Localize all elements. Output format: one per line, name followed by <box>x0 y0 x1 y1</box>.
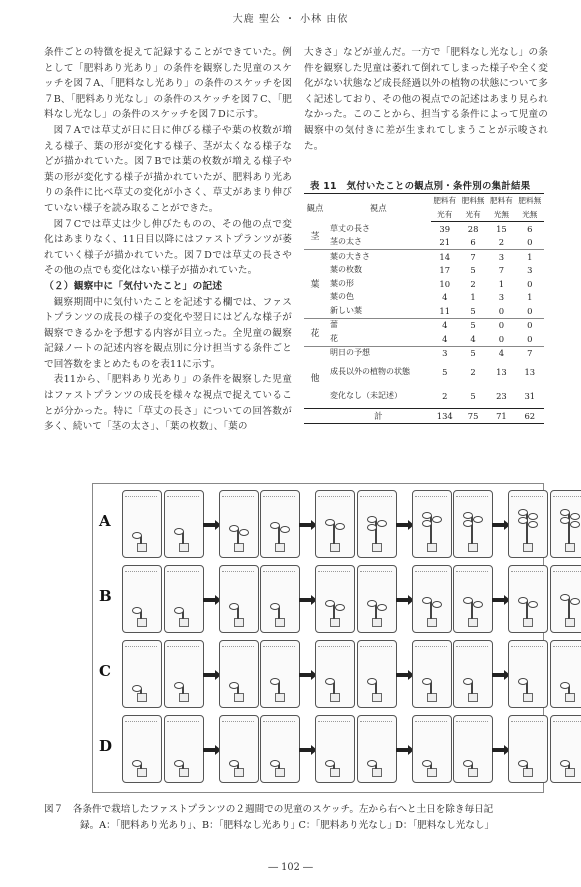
table-cell: 14 <box>431 250 459 264</box>
table-cell: 0 <box>516 318 544 332</box>
table-cell: 0 <box>498 305 505 316</box>
right-column <box>304 45 548 154</box>
table-cell: 4 <box>431 318 459 332</box>
figure-caption <box>44 802 550 833</box>
sketch-card <box>122 640 162 708</box>
arrow-right-icon <box>492 598 505 602</box>
figure-row-label: A <box>99 512 111 530</box>
table-cell: 3 <box>498 292 505 303</box>
table-cell: 5 <box>470 391 476 401</box>
figure-row-label: B <box>99 587 112 605</box>
table-cell: 11 <box>439 305 451 316</box>
table-row <box>304 236 544 250</box>
sketch-card <box>219 640 259 708</box>
table-cell: 10 <box>439 278 451 289</box>
table-header-condition-3: 肥料有 <box>487 194 515 208</box>
table-view-cell: 茎の太さ <box>330 237 362 247</box>
sketch-card <box>315 565 355 633</box>
table-cell: 0 <box>487 318 515 332</box>
arrow-right-icon <box>203 523 216 527</box>
sketch-figure <box>92 483 544 793</box>
table-row <box>304 346 544 360</box>
section-heading: （２）観察中に「気付いたこと」の記述 <box>44 280 223 292</box>
table-row <box>304 222 544 236</box>
sketch-card <box>164 565 204 633</box>
table-cell: 17 <box>439 265 451 276</box>
table-category-cell: 他 <box>304 346 326 409</box>
table-cell: 75 <box>459 409 487 424</box>
table-cell: 0 <box>527 278 533 289</box>
table-cell: 4 <box>442 333 448 344</box>
arrow-right-icon <box>492 748 505 752</box>
body-paragraph: 図７Cでは草丈は少し伸びたものの、その他の点で変化はあまりなく、11日目以降にはファストプランツが萎れていく様子が描かれていた。図７Dでは草丈の長さやその他の点でも変化はない様子が描かれていた。 <box>44 218 292 277</box>
table-cell: 1 <box>498 278 505 289</box>
sketch-card <box>260 490 300 558</box>
table-cell: 62 <box>516 409 544 424</box>
table-cell: 7 <box>498 265 505 276</box>
sketch-card <box>219 565 259 633</box>
table-cell: 23 <box>496 391 507 401</box>
sketch-card <box>453 490 493 558</box>
sketch-card <box>122 490 162 558</box>
sketch-card <box>315 640 355 708</box>
arrow-right-icon <box>299 598 312 602</box>
table-cell: 5 <box>459 346 487 360</box>
page-number: ― 102 ― <box>268 862 313 873</box>
sketch-card <box>357 715 397 783</box>
table-category-cell: 葉 <box>304 250 326 319</box>
table-cell: 1 <box>516 250 544 264</box>
sketch-card <box>357 640 397 708</box>
table-cell: 5 <box>459 318 487 332</box>
table-cell: 15 <box>496 223 507 234</box>
sketch-card <box>357 565 397 633</box>
table-view-cell: 花 <box>330 333 338 343</box>
sketch-card <box>412 640 452 708</box>
table-view-cell: 葉の枚数 <box>330 265 362 275</box>
table-row <box>304 264 544 278</box>
caption-line-2: 録。A：｢肥料あり光あり｣、B：｢肥料なし光あり｣ C：｢肥料あり光なし｣ D：｢肥料なし光なし｣ <box>80 819 490 831</box>
sketch-card <box>219 715 259 783</box>
sketch-card <box>508 490 548 558</box>
table-cell: 0 <box>527 305 533 316</box>
table-view-cell: 葉の大きさ <box>326 250 431 264</box>
table-header-condition-2-light: 光有 <box>459 208 487 222</box>
table-cell: 28 <box>467 223 479 234</box>
sketch-card <box>122 715 162 783</box>
table-cell: 4 <box>442 292 448 303</box>
sketch-card <box>357 490 397 558</box>
sketch-card <box>260 715 300 783</box>
table-cell: 0 <box>498 333 505 344</box>
sketch-card <box>508 715 548 783</box>
sketch-card <box>315 490 355 558</box>
arrow-right-icon <box>492 523 505 527</box>
body-paragraph: 表11から、「肥料あり光あり」の条件を観察した児童はファストプランツの成長を様々な視点で捉えていることが分かった。特に「草丈の長さ」についての回答数が多く、続いて「茎の太さ」、「葉の枚数」、「葉の <box>44 374 292 433</box>
table-cell: 2 <box>470 367 476 377</box>
sketch-card <box>453 640 493 708</box>
body-paragraph: 条件ごとの特徴を捉えて記録することができていた。例として「肥料あり光あり」の条件を観察した児童のスケッチを図７A、「肥料なし光あり」の条件のスケッチを図７B、「肥料あり光なし」の条件のスケッチを図７C、「肥料なし光なし」の条件のスケッチを図７Dに示す。 <box>44 47 292 121</box>
table-cell: 4 <box>487 346 515 360</box>
table-row <box>304 304 544 318</box>
sketch-card <box>508 565 548 633</box>
table-cell: 21 <box>439 237 451 248</box>
table-cell: 3 <box>487 250 515 264</box>
table-cell: 2 <box>442 391 448 401</box>
arrow-right-icon <box>396 523 409 527</box>
figure-row-label: D <box>99 737 113 755</box>
left-column <box>44 45 292 435</box>
arrow-right-icon <box>299 523 312 527</box>
sketch-card <box>412 715 452 783</box>
table-header-condition-4-light: 光無 <box>516 208 544 222</box>
table-view-cell: 葉の色 <box>330 292 354 302</box>
table-header-view: 視点 <box>326 194 431 222</box>
table-body <box>304 222 544 409</box>
sketch-card <box>550 490 581 558</box>
table-header-condition-3-light: 光無 <box>487 208 515 222</box>
sketch-card <box>315 715 355 783</box>
table-total-row <box>304 409 544 424</box>
table-cell: 2 <box>470 278 476 289</box>
sketch-card <box>219 490 259 558</box>
sketch-card <box>550 640 581 708</box>
table-header-condition-4: 肥料無 <box>516 194 544 208</box>
table-row <box>304 291 544 305</box>
table-cell: 4 <box>470 333 476 344</box>
table-cell: 7 <box>459 250 487 264</box>
caption-line-1: 図７ 各条件で栽培したファストプランツの２週間での児童のスケッチ。左から右へと土日を除き毎日記 <box>44 804 494 815</box>
sketch-card <box>508 640 548 708</box>
running-header: 大鹿 聖公 ・ 小林 由依 <box>232 14 349 25</box>
table-header-condition-1-light: 光有 <box>431 208 459 222</box>
sketch-card <box>260 640 300 708</box>
table-cell: 0 <box>527 237 533 248</box>
table-cell: 39 <box>439 223 451 234</box>
table-row <box>304 332 544 346</box>
sketch-card <box>412 565 452 633</box>
table-cell: 71 <box>487 409 515 424</box>
body-paragraph: 大きさ」などが並んだ。一方で「肥料なし光なし」の条件を観察した児童は萎れて倒れてしまった様子や全く変化がない状態など成長経過以外の植物の状態について多く記述しており、その他の視点での記述はあまり見られなかった。このことから、担当する条件によって児童の観察中の気付きに差が生まれてしまうことが示唆された。 <box>304 47 548 152</box>
table-header-category: 観点 <box>304 194 326 222</box>
table-row <box>304 360 544 384</box>
arrow-right-icon <box>396 748 409 752</box>
table-cell: 5 <box>470 265 476 276</box>
table-row <box>304 384 544 409</box>
table-header-condition-2: 肥料無 <box>459 194 487 208</box>
arrow-right-icon <box>203 748 216 752</box>
table-cell: 5 <box>470 305 476 316</box>
arrow-right-icon <box>299 673 312 677</box>
sketch-card <box>453 715 493 783</box>
figure-row-label: C <box>99 662 111 680</box>
table-title: 表 11 気付いたことの観点別・条件別の集計結果 <box>310 181 531 192</box>
sketch-card <box>453 565 493 633</box>
table-view-cell: 成長以外の植物の状態 <box>330 367 410 376</box>
body-paragraph: 図７Aでは草丈が日に日に伸びる様子や葉の枚数が増える様子、葉の形が変化する様子、茎が太くなる様子などが描かれていた。図７Bでは葉の枚数が増える様子や葉の形が変化する様子が描かれていたが、肥料あり光ありの条件に比べ草丈の変化が小さく、草丈があまり伸びていない様子を読み取ることができた。 <box>44 124 292 214</box>
table-category-cell: 花 <box>304 318 326 346</box>
table-cell: 134 <box>431 409 459 424</box>
sketch-card <box>164 715 204 783</box>
table-cell: 3 <box>431 346 459 360</box>
body-paragraph: 観察期間中に気付いたことを記述する欄では、ファストプランツの成長の様子の変化や翌日にはどんな様子が観察できるかを予想する内容が目立った。全児童の観察記録ノートの記述内容を観点別に分け担当する条件ごとで回答数をまとめたものを表11に示す。 <box>44 296 292 370</box>
table-view-cell: 変化なし（未記述） <box>330 391 402 400</box>
table-view-cell: 蕾 <box>326 318 431 332</box>
table-cell: 13 <box>524 367 536 377</box>
table-cell: 0 <box>527 333 533 344</box>
table-cell: 3 <box>527 265 533 276</box>
arrow-right-icon <box>299 748 312 752</box>
arrow-right-icon <box>396 598 409 602</box>
table-cell: 6 <box>470 237 476 248</box>
sketch-card <box>550 565 581 633</box>
table-cell: 5 <box>442 367 448 377</box>
table-cell: 13 <box>496 367 507 377</box>
table-cell: 1 <box>527 292 533 303</box>
arrow-right-icon <box>203 598 216 602</box>
table-view-cell: 明日の予想 <box>326 346 431 360</box>
table-view-cell: 新しい葉 <box>330 305 362 315</box>
table-cell: 6 <box>527 223 533 234</box>
results-table <box>304 193 544 424</box>
table-view-cell: 葉の形 <box>330 278 354 288</box>
arrow-right-icon <box>203 673 216 677</box>
table-cell: 31 <box>524 391 536 401</box>
table-row <box>304 250 544 264</box>
table-cell: 2 <box>498 237 505 248</box>
table-cell: 1 <box>470 292 476 303</box>
sketch-card <box>412 490 452 558</box>
sketch-card <box>260 565 300 633</box>
sketch-card <box>164 490 204 558</box>
table-total-label: 計 <box>326 409 431 424</box>
table-category-cell: 茎 <box>310 231 320 242</box>
table-row <box>304 277 544 291</box>
sketch-card <box>122 565 162 633</box>
arrow-right-icon <box>396 673 409 677</box>
arrow-right-icon <box>492 673 505 677</box>
sketch-card <box>550 715 581 783</box>
table-row <box>304 318 544 332</box>
table-cell: 7 <box>516 346 544 360</box>
sketch-card <box>164 640 204 708</box>
table-header-condition-1: 肥料有 <box>431 194 459 208</box>
table-view-cell: 草丈の長さ <box>330 223 370 233</box>
